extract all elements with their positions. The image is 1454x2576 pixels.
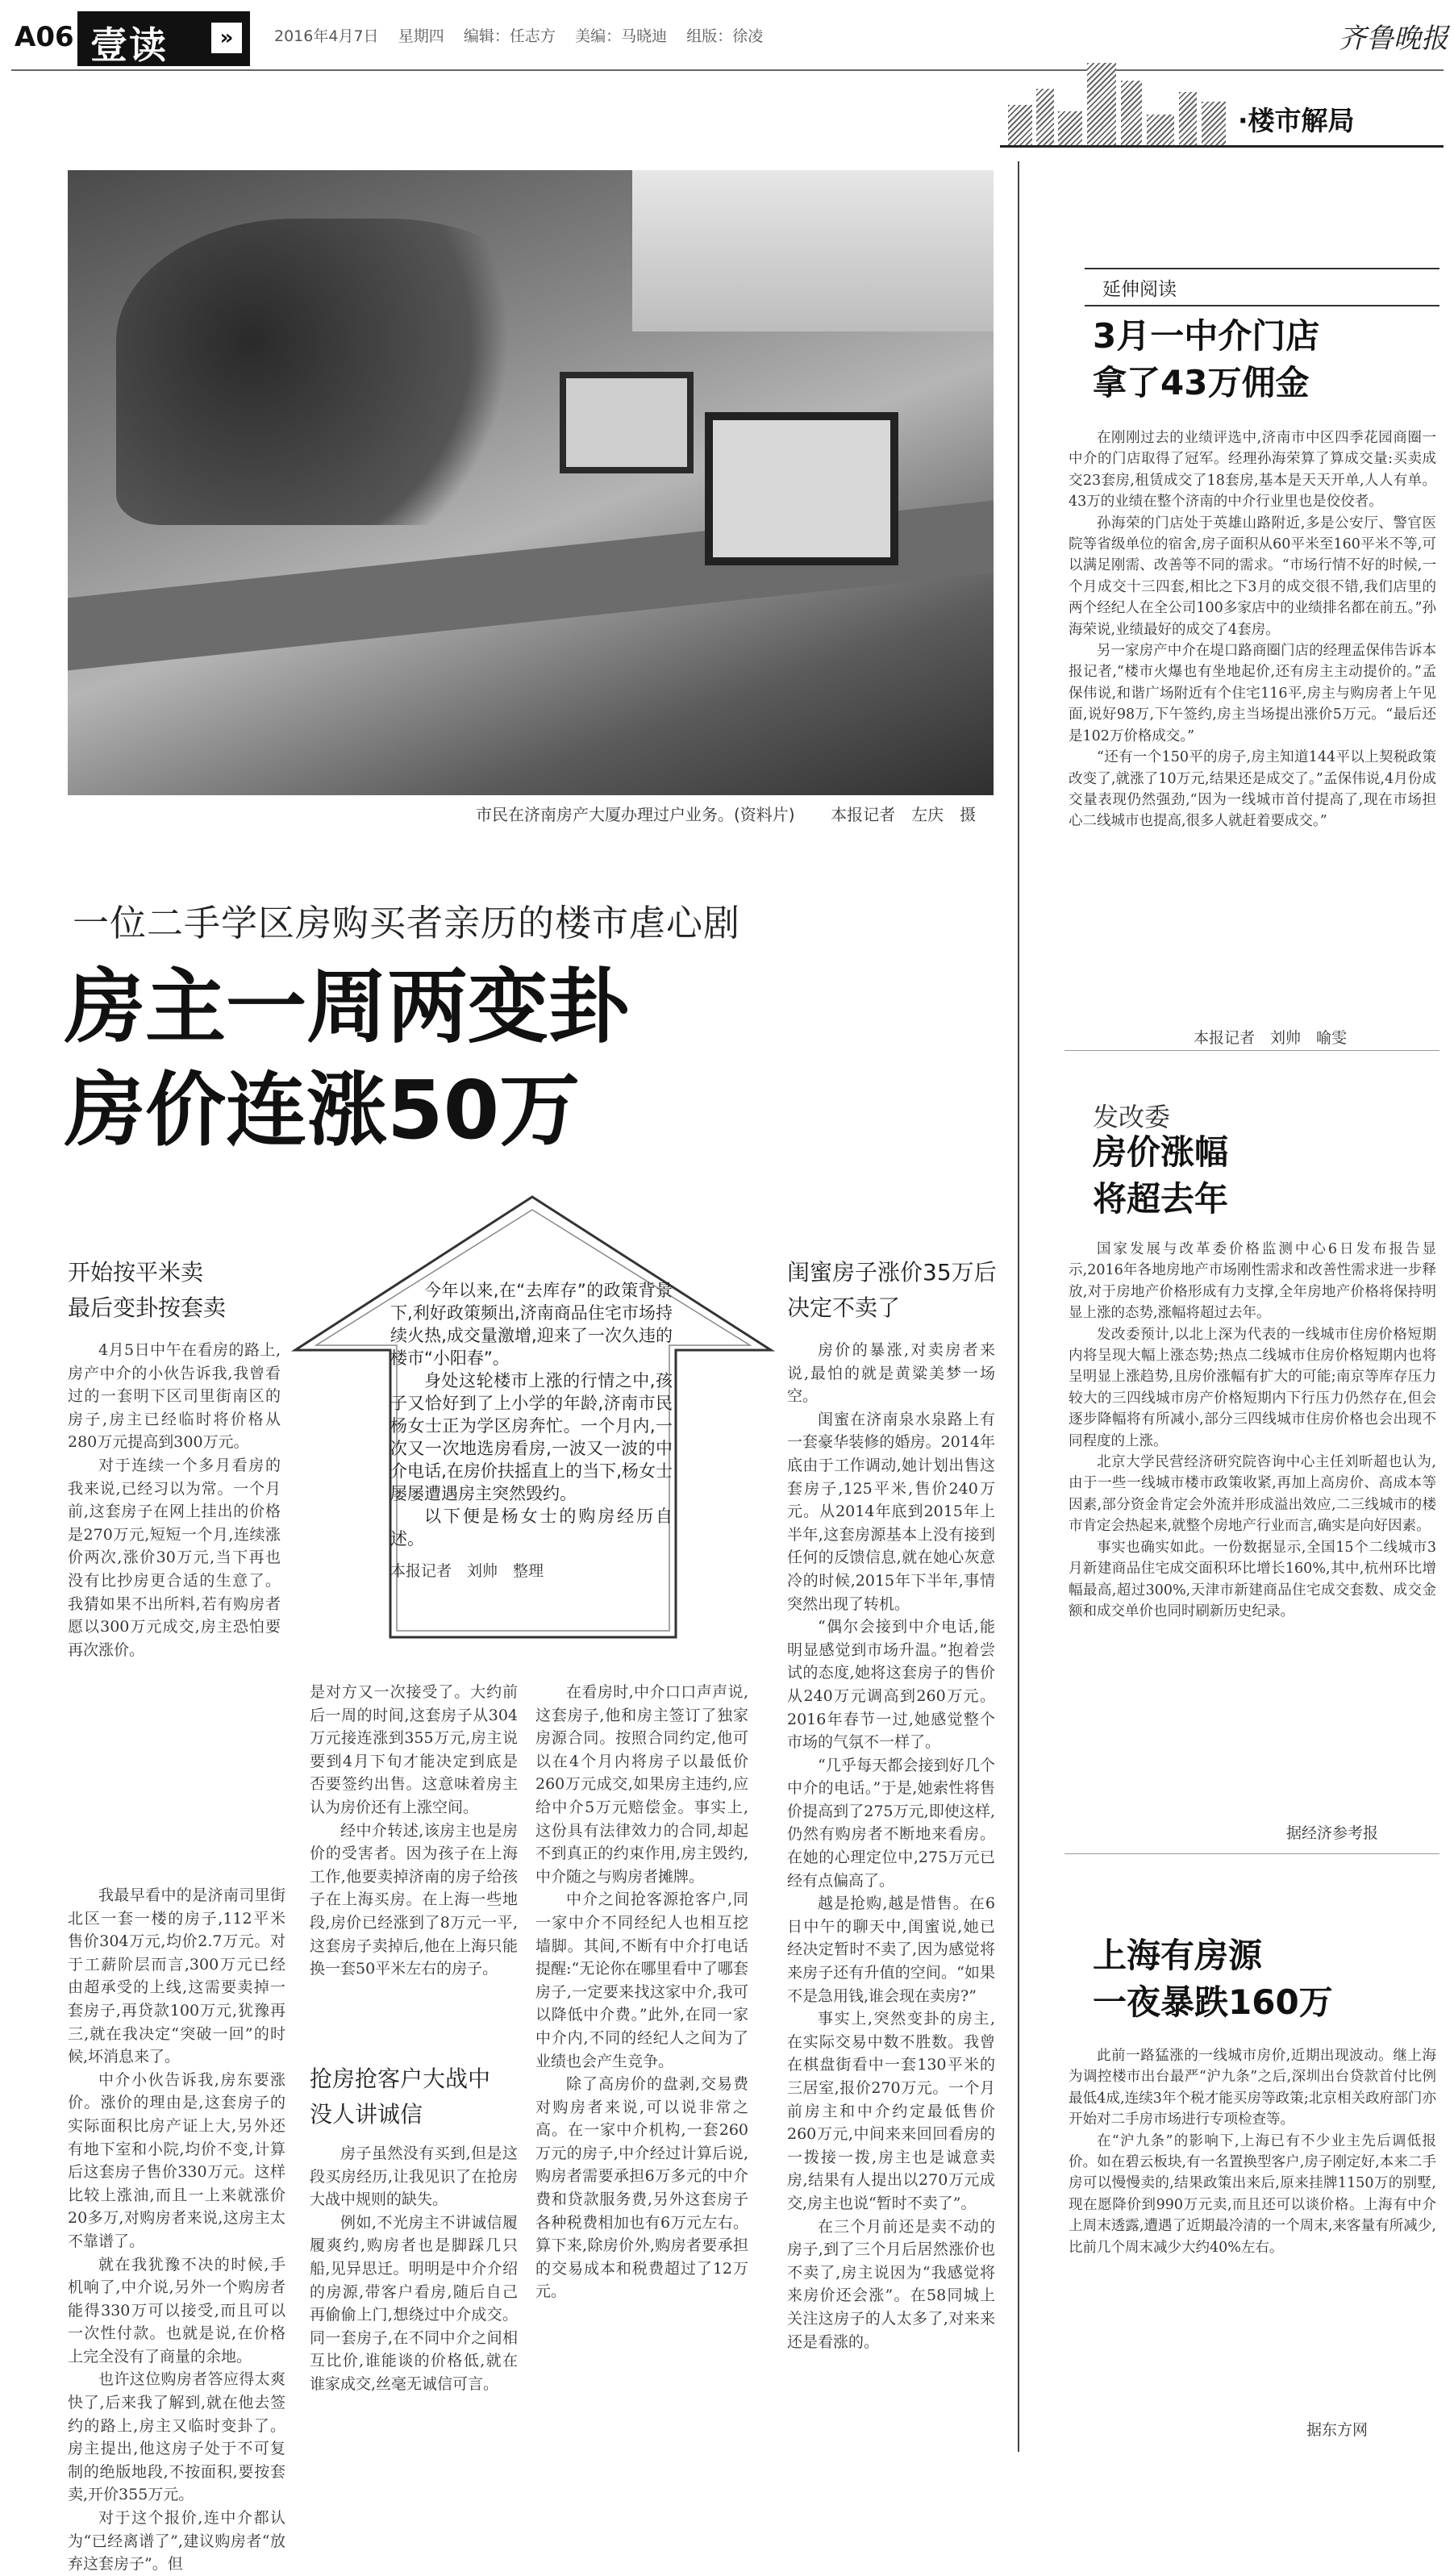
sidebar-1-title-line-1: 3月一中介门店 — [1093, 316, 1320, 356]
sidebar-1-byline: 本报记者 刘帅 喻雯 — [1194, 1029, 1348, 1047]
building — [1121, 81, 1142, 145]
article-paragraph: 房价的暴涨,对卖房者来说,最怕的就是黄粱美梦一场空。 — [787, 1341, 995, 1406]
photo-caption-text: 市民在济南房产大厦办理过户业务。(资料片) — [476, 805, 795, 824]
section-logo — [77, 11, 250, 66]
sidebar-paragraph: 发改委预计,以北上深为代表的一线城市住房价格短期内将呈现大幅上涨态势;热点二线城市住房价格短期内也将呈明显上涨趋势,且房价涨幅有扩大的可能;南京等库存压力较大的三四线城市房产价格短期内下行压力仍然存在,但会逐步降幅将有所减小,部分三四线城市住房价格也会出现不同程度的上涨。 — [1069, 1326, 1436, 1449]
article-column-1-top — [68, 1339, 281, 1884]
sidebar-1-title — [1093, 313, 1439, 406]
article-paragraph: 房子虽然没有买到,但是这段买房经历,让我见识了在抢房大战中规则的缺失。 — [310, 2145, 518, 2209]
intro-paragraph: 以下便是杨女士的购房经历自述。 — [390, 1507, 673, 1549]
building — [1202, 102, 1226, 145]
sidebar-3-title-line-1: 上海有房源 — [1093, 1936, 1263, 1975]
photo-crowd — [116, 219, 568, 525]
layout-credit: 组版：徐凌 — [686, 27, 764, 45]
sidebar-2-byline: 据经济参考报 — [1286, 1824, 1379, 1842]
sidebar-3-byline: 据东方网 — [1306, 2421, 1369, 2439]
article-paragraph: 经中介转述,该房主也是房价的受害者。因为孩子在上海工作,他要卖掉济南的房子给孩子在上海买房。在上海一些地段,房价已经涨到了8万元一平,这套房子卖掉后,他在上海只能换一套50平米左右的房子。 — [310, 1821, 518, 1978]
photo-caption — [476, 802, 976, 825]
article-paragraph: 是对方又一次接受了。大约前后一周的时间,这套房子从304万元接连涨到355万元,房主说要到4月下旬才能决定到底是否要签约出售。这意味着房主认为房价还有上涨空间。 — [310, 1683, 518, 1816]
sidebar-paragraph: 孙海荣的门店处于英雄山路附近,多是公安厅、警官医院等省级单位的宿舍,房子面积从60平米至160平米不等,可以满足刚需、改善等不同的需求。“市场行情不好的时候,一个月成交十三四套,相比之下3月的成交很不错,我们店里的两个经纪人在全公司100多家店中的业绩排名都在前五。”孙海荣说,业绩最好的成交了4套房。 — [1069, 515, 1436, 638]
subhead-2-line-2: 没人讲诚信 — [310, 2101, 423, 2128]
issue-date: 2016年4月7日 — [274, 27, 379, 45]
masthead-info — [274, 24, 763, 46]
sidebar-paragraph: 事实也确实如此。一份数据显示,全国15个二线城市3月新建商品住宅成交面积环比增长160%,其中,杭州环比增幅最高,超过300%,天津市新建商品住宅成交套数、成交金额和成交单价也同时刷新历史纪录。 — [1069, 1539, 1436, 1619]
sidebar-1-title-line-2: 拿了43万佣金 — [1093, 363, 1310, 402]
subhead-2-line-1: 抢房抢客户大战中 — [310, 2065, 491, 2092]
building — [1147, 115, 1174, 145]
article-paragraph: 中介之间抢客源抢客户,同一家中介不同经纪人也相互挖墙脚。其间,不断有中介打电话提醒:“无论你在哪里看中了哪套房子,一定要来找这家中介,我可以降低中介费。”此外,在同一家中介内,不同的经纪人之间为了业绩也会产生竞争。 — [535, 1890, 748, 2070]
subhead-3-line-1: 闺蜜房子涨价35万后 — [787, 1259, 997, 1286]
sidebar-1-body — [1069, 427, 1436, 1000]
building — [1087, 63, 1116, 145]
sidebar-3-body — [1069, 2045, 1436, 2416]
photo-monitor — [560, 372, 694, 473]
sidebar-paragraph: “还有一个150平的房子,房主知道144平以上契税政策改变了,就涨了10万元,结果还是成交了。”孟保伟说,4月份成交量表现仍然强劲,“因为一线城市首付提高了,现在市场担心二线城市也提高,很多人就赶着要成交。” — [1069, 749, 1436, 830]
article-paragraph: 越是抢购,越是惜售。在6日中午的聊天中,闺蜜说,她已经决定暂时不卖了,因为感觉将来房子还有升值的空间。“如果不是急用钱,谁会现在卖房?” — [787, 1894, 995, 2005]
sidebar-2-body — [1069, 1239, 1436, 1811]
photo-monitor — [705, 412, 898, 565]
skyline-illustration — [1000, 56, 1234, 145]
sidebar-3-title — [1093, 1932, 1439, 2026]
newspaper-name: 齐鲁晚报 — [1339, 23, 1448, 55]
article-paragraph: 闺蜜在济南泉水泉路上有一套豪华装修的婚房。2014年底由于工作调动,她计划出售这套房子,125平米,售价240万元。从2014年底到2015年上半年,这套房源基本上没有接到任何的反馈信息,就在她心灰意冷的时候,2015年下半年,事情突然出现了转机。 — [787, 1410, 995, 1613]
intro-paragraph: 今年以来,在“去库存”的政策背景下,利好政策频出,济南商品住宅市场持续火热,成交量激增,迎来了一次久违的楼市“小阳春”。 — [390, 1281, 673, 1368]
headline-kicker: 一位二手学区房购买者亲历的楼市虐心剧 — [73, 902, 741, 944]
article-paragraph: 例如,不光房主不讲诚信履履爽约,购房者也是脚踩几只船,见异思迁。明明是中介介绍的房源,带客户看房,随后自己再偷偷上门,想绕过中介成交。同一套房子,在不同中介之间相互比价,谁能谈的价格低,就在谁家成交,丝毫无诚信可言。 — [310, 2213, 518, 2393]
sidebar-paragraph: 国家发展与改革委价格监测中心6日发布报告显示,2016年各地房地产市场刚性需求和改善性需求进一步释放,对于房地产价格形成有力支撑,全年房地产价格将保持明显上涨的态势,涨幅将超过去年。 — [1069, 1241, 1436, 1322]
sidebar-paragraph: 北京大学民营经济研究院咨询中心主任刘昕超也认为,由于一些一线城市楼市政策收紧,再加上高房价、高成本等因素,部分资金肯定会外流并形成溢出效应,二三线城市的楼市肯定会热起来,就整个房地产行业而言,确实是向好因素。 — [1069, 1454, 1436, 1535]
article-paragraph: 就在我犹豫不决的时候,手机响了,中介说,另外一个购房者能得330万可以接受,而且可以一次性付款。也就是说,在价格上完全没有了商量的余地。 — [68, 2255, 285, 2366]
article-column-2 — [310, 1681, 518, 2055]
article-paragraph: 我最早看中的是济南司里街北区一套一楼的房子,112平米售价304万元,均价2.7万元。对于工薪阶层而言,300万元已经由超承受的上线,这需要卖掉一套房子,再贷款100万元,犹豫再三,就在我决定“突破一回”的时候,坏消息来了。 — [68, 1886, 285, 2066]
building — [1008, 105, 1032, 145]
sidebar-paragraph: 在刚刚过去的业绩评选中,济南市中区四季花园商圈一中介的门店取得了冠军。经理孙海荣算了算成交量:买卖成交23套房,租赁成交了18套房,基本是天天开单,人人有单。43万的业绩在整个济南的中介行业里也是佼佼者。 — [1069, 430, 1436, 511]
building — [1058, 111, 1082, 145]
subhead-1 — [68, 1255, 294, 1326]
article-paragraph: “几乎每天都会接到好几个中介的电话。”于是,她索性将售价提高到了275万元,即使这样,仍然有购房者不断地来看房。在她的心理定位中,275万元已经有点偏高了。 — [787, 1756, 995, 1890]
article-paragraph: “偶尔会接到中介电话,能明显感觉到市场升温。”抱着尝试的态度,她将这套房子的售价从240万元调高到260万元。2016年春节一过,她感觉整个市场的气氛不一样了。 — [787, 1618, 995, 1752]
page-number: A06 — [15, 21, 74, 53]
headline-line-2: 房价连涨50万 — [65, 1063, 581, 1157]
sidebar-2-kicker: 发改委 — [1093, 1102, 1171, 1132]
headline-line-1: 房主一周两变卦 — [65, 960, 629, 1054]
article-paragraph: 4月5日中午在看房的路上,房产中介的小伙告诉我,我曾看过的一套明下区司里街南区的房子,房主已经临时将价格从280万元提高到300万元。 — [68, 1341, 281, 1452]
article-column-3 — [535, 1681, 748, 2449]
photo-credit: 本报记者 左庆 摄 — [831, 805, 977, 824]
article-column-1-bottom — [68, 1884, 285, 2574]
issue-weekday: 星期四 — [398, 27, 444, 45]
column-rule — [1000, 145, 1444, 148]
subhead-1-line-2: 最后变卦按套卖 — [68, 1294, 227, 1321]
section-name: 壹读 — [90, 23, 168, 67]
article-paragraph: 在三个月前还是卖不动的房子,到了三个月后居然涨价也不卖了,房主说因为“我感觉将来房价还会涨”。在58同城上关注这房子的人太多了,对来来还是看涨的。 — [787, 2217, 995, 2351]
article-column-2-bottom — [310, 2142, 518, 2449]
article-paragraph: 对于连续一个多月看房的我来说,已经习以为常。一个月前,这套房子在网上挂出的价格是270万元,短短一个月,连续涨价两次,涨价30万元,当下再也没有比抄房更合适的生意了。我猜如果不出所料,若有购房者愿以300万元成交,房主恐怕要再次涨价。 — [68, 1456, 281, 1659]
subhead-1-line-1: 开始按平米卖 — [68, 1259, 204, 1286]
sidebar-2-title — [1093, 1129, 1439, 1223]
intro-box — [390, 1279, 673, 1582]
sidebar-tag — [1085, 268, 1439, 306]
article-paragraph: 中介小伙告诉我,房东要涨价。涨价的理由是,这套房子的实际面积比房产证上大,另外还有地下室和小院,均价不变,计算后这套房子售价330万元。这样比较上涨油,而且一上来就涨价20多万,对购房者来说,这房主太不靠谱了。 — [68, 2070, 285, 2250]
intro-paragraph: 身处这轮楼市上涨的行情之中,孩子又恰好到了上小学的年龄,济南市民杨女士正为学区房奔忙。一个月内,一次又一次地选房看房,一波又一波的中介电话,在房价扶摇直上的当下,杨女士屡屡遭遇房主突然毁约。 — [390, 1371, 673, 1503]
sidebar-rule — [1064, 1050, 1439, 1051]
building — [1036, 89, 1054, 145]
photo-window — [632, 170, 994, 331]
article-paragraph: 除了高房价的盘剥,交易费对购房者来说,可以说非常之高。在一家中介机构,一套260万元的房子,中介经过计算后说,购房者需要承担6万多元的中介费和贷款服务费,另外这套房子各种税费相加也有6万元左右。算下来,除房价外,购房者要承担的交易成本和税费超过了12万元。 — [535, 2075, 748, 2301]
sidebar-2-title-line-2: 将超去年 — [1093, 1179, 1229, 1219]
building — [1179, 92, 1197, 145]
sidebar-rule — [1064, 1853, 1439, 1854]
sidebar-paragraph: 另一家房产中介在堤口路商圈门店的经理孟保伟告诉本报记者,“楼市火爆也有坐地起价,还有房主主动提价的。”孟保伟说,和谐广场附近有个住宅116平,房主与购房者上午见面,说好98万,下午签约,房主当场提出涨价5万元。“最后还是102万价格成交。” — [1069, 643, 1436, 744]
subhead-2 — [310, 2061, 519, 2132]
article-column-4 — [787, 1339, 995, 2449]
sidebar-3-title-line-2: 一夜暴跌160万 — [1093, 1982, 1333, 2022]
designer-credit: 美编：马晓迪 — [575, 27, 668, 45]
column-name: ·楼市解局 — [1238, 105, 1355, 136]
sidebar-paragraph: 在“沪九条”的影响下,上海已有不少业主先后调低报价。如在碧云板块,有一名置换型客户,房子刚定好,本来二手房可以慢慢卖的,结果政策出来后,原来挂牌1150万的别墅,现在愿降价到990万元卖,而且还可以谈价格。上海有中介上周末透露,遭遇了近期最冷清的一个周末,来客量有所减少,比前几个周末减少大约40%左右。 — [1069, 2132, 1436, 2256]
section-arrow-icon: » — [211, 23, 242, 53]
article-paragraph: 在看房时,中介口口声声说,这套房子,他和房主签订了独家房源合同。按照合同约定,他可以在4个月内将房子以最低价260万元成交,如果房主违约,应给中介5万元赔偿金。事实上,这份具有法律效力的合同,却起不到真正的约束作用,房主毁约,中介随之与购房者摊牌。 — [535, 1683, 748, 1886]
article-paragraph: 对于这个报价,连中介都认为“已经离谱了”,建议购房者“放弃这套房子”。但 — [68, 2509, 285, 2574]
article-paragraph: 也许这位购房者答应得太爽快了,后来我了解到,就在他去签约的路上,房主又临时变卦了。房主提出,他这房子处于不可复制的绝版地段,不按面积,要按套卖,开价355万元。 — [68, 2370, 285, 2504]
sidebar-paragraph: 此前一路猛涨的一线城市房价,近期出现波动。继上海为调控楼市出台最严“沪九条”之后,深圳出台贷款首付比例最低4成,连续3年个税才能买房等政策;北京相关政府部门亦开始对二手房市场进行专项检查等。 — [1069, 2048, 1436, 2128]
subhead-3-line-2: 决定不卖了 — [787, 1294, 901, 1321]
sidebar-2-title-line-1: 房价涨幅 — [1093, 1132, 1229, 1172]
sidebar-tag-label: 延伸阅读 — [1102, 279, 1177, 300]
subhead-3 — [787, 1255, 998, 1326]
article-paragraph: 事实上,突然变卦的房主,在实际交易中数不胜数。我曾在棋盘街看中一套130平米的三居室,报价270万元。一个月前房主和中介约定最低售价260万元,中间来来回回看房的一拨接一拨,房主也是诚意卖房,结果有人提出以270万元成交,房主也说“暂时不卖了”。 — [787, 2010, 995, 2212]
intro-byline: 本报记者 刘帅 整理 — [390, 1562, 544, 1580]
editor-credit: 编辑：任志方 — [463, 27, 556, 45]
main-photo — [68, 170, 994, 795]
sidebar-divider — [1018, 161, 1019, 2452]
